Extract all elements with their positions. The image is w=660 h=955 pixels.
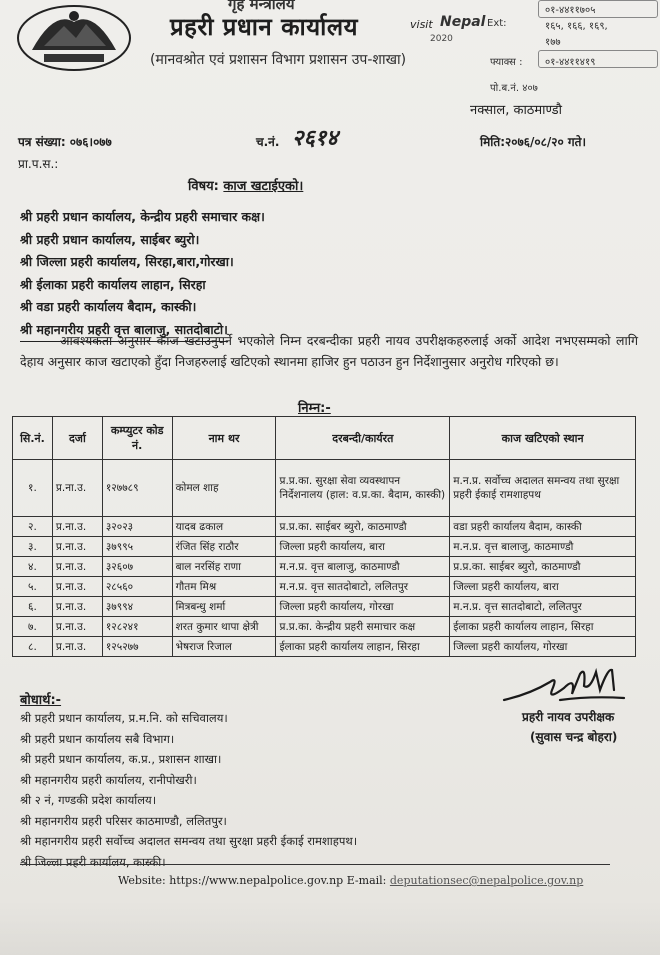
contact-block xyxy=(0,0,660,100)
footer-website[interactable]: Website: https://www.nepalpolice.gov.np xyxy=(118,874,344,887)
cell-name: रंजित सिंह राठौर xyxy=(172,537,276,557)
cell-code: ३७९९४ xyxy=(102,597,172,617)
cell-current-post: म.न.प्र. वृत्त बालाजु, काठमाण्डौ xyxy=(276,557,450,577)
cell-name: यादब ढकाल xyxy=(172,517,276,537)
visit-brand: Nepal xyxy=(440,14,486,30)
cell-rank: प्र.ना.उ. xyxy=(52,537,102,557)
cell-code: ३२६०७ xyxy=(102,557,172,577)
cell-current-post: प्र.प्र.का. साईबर ब्युरो, काठमाण्डौ xyxy=(276,517,450,537)
cell-sn: ७. xyxy=(13,617,53,637)
cell-name: बाल नरसिंह राणा xyxy=(172,557,276,577)
recipient-item: श्री महानगरीय प्रहरी वृत्त बालाजु, सातदोबाटो। xyxy=(20,319,228,343)
fax-box xyxy=(538,50,658,68)
cc-item: श्री महानगरीय प्रहरी सर्वोच्च अदालत समन्वय तथा सुरक्षा प्रहरी ईकाई रामशाहपथ। xyxy=(20,834,358,848)
cell-deputed-place: म.न.प्र. सर्वोच्च अदालत समन्वय तथा सुरक्षा प्रहरी ईकाई रामशाहपथ xyxy=(450,460,636,517)
cell-rank: प्र.ना.उ. xyxy=(52,557,102,577)
subject-text: काज खटाईएको। xyxy=(223,179,304,194)
cell-deputed-place: जिल्ला प्रहरी कार्यालय, बारा xyxy=(450,577,636,597)
handwritten-signature xyxy=(500,660,630,708)
subject-label: विषय: xyxy=(188,179,219,194)
cell-rank: प्र.ना.उ. xyxy=(52,517,102,537)
cell-code: १२७७८९ xyxy=(102,460,172,517)
cc-item: श्री २ नं, गण्डकी प्रदेश कार्यालय। xyxy=(20,793,157,807)
cc-item: श्री महानगरीय प्रहरी कार्यालय, रानीपोखरी। xyxy=(20,772,197,787)
ext-values-2: १७७ xyxy=(545,37,561,48)
cell-code: १२८२४१ xyxy=(102,617,172,637)
recipient-item: श्री वडा प्रहरी कार्यालय बैदाम, कास्की। xyxy=(20,299,197,314)
table-row xyxy=(13,557,636,577)
table-row xyxy=(13,617,636,637)
dispatch-label: च.नं. xyxy=(256,135,280,149)
cell-current-post: जिल्ला प्रहरी कार्यालय, गोरखा xyxy=(276,597,450,617)
cell-code: १२५२७७ xyxy=(102,637,172,657)
table-row xyxy=(13,460,636,517)
cell-deputed-place: ईलाका प्रहरी कार्यालय लाहान, सिरहा xyxy=(450,617,636,637)
table-row xyxy=(13,517,636,537)
cc-heading: बोधार्थ:- xyxy=(20,693,62,708)
cell-current-post: प्र.प्र.का. सुरक्षा सेवा व्यवस्थापन निर्देशनालय (हाल: व.प्र.का. बैदाम, कास्की) xyxy=(276,460,450,517)
recipient-item: श्री प्रहरी प्रधान कार्यालय, केन्द्रीय प्रहरी समाचार कक्ष। xyxy=(20,209,265,224)
cell-name: शरत कुमार थापा क्षेत्री xyxy=(172,617,276,637)
cc-item: श्री प्रहरी प्रधान कार्यालय, क.प्र., प्रशासन शाखा। xyxy=(20,752,222,766)
letter-number: पत्र संख्या: ०७६।०७७ xyxy=(18,135,112,149)
cc-item: श्री प्रहरी प्रधान कार्यालय, प्र.म.नि. को सचिवालय। xyxy=(20,711,228,725)
cell-sn: ६. xyxy=(13,597,53,617)
cc-item: श्री प्रहरी प्रधान कार्यालय सबै विभाग। xyxy=(20,731,175,746)
cell-deputed-place: प्र.प्र.का. साईबर ब्युरो, काठमाण्डौ xyxy=(450,557,636,577)
cc-item: श्री जिल्ला प्रहरी कार्यालय, कास्की। xyxy=(20,854,166,869)
cell-deputed-place: म.न.प्र. वृत्त बालाजु, काठमाण्डौ xyxy=(450,537,636,557)
ministry-name: गृह मन्त्रालय xyxy=(228,0,295,13)
transfer-table xyxy=(12,416,636,657)
phone-number: ०१-४४११७०५ xyxy=(545,5,596,16)
col-header-name: नाम थर xyxy=(172,417,276,460)
col-header-rank: दर्जा xyxy=(52,417,102,460)
table-header-row xyxy=(13,417,636,460)
cell-sn: ५. xyxy=(13,577,53,597)
letter-date: मिति:२०७६/०८/२० गते। xyxy=(480,135,587,149)
body-paragraph: आवश्यकता अनुसार काज खटाउनुपर्ने भएकोले निम्न दरबन्दीका प्रहरी नायव उपरीक्षकहरुलाई अर्को आदेश नभएसम्मको लागि देहाय अनुसार काज खटाएको हुँदा निजहरुलाई खटिएको स्थानमा हाजिर हुन पठाउन हुन निर्देशानुसार अनुरोध गरिएको छ। xyxy=(20,333,638,369)
cell-code: ३२०२३ xyxy=(102,517,172,537)
cell-sn: ८. xyxy=(13,637,53,657)
recipient-item: श्री प्रहरी प्रधान कार्यालय, साईबर ब्युरो। xyxy=(20,231,200,247)
cell-sn: ३. xyxy=(13,537,53,557)
cell-rank: प्र.ना.उ. xyxy=(52,617,102,637)
pra-pa-sa-label: प्रा.प.स.: xyxy=(18,157,59,171)
col-header-current-post: दरबन्दी/कार्यरत xyxy=(276,417,450,460)
cell-name: गौतम मिश्र xyxy=(172,577,276,597)
col-header-sn: सि.नं. xyxy=(13,417,53,460)
ext-values: १६५, १६६, १६९, xyxy=(545,21,608,32)
footer-email-label: E-mail: xyxy=(346,874,387,887)
phone-box xyxy=(538,0,658,18)
cell-rank: प्र.ना.उ. xyxy=(52,597,102,617)
po-box: पो.ब.नं. ४०७ xyxy=(490,83,538,94)
office-address: नक्साल, काठमाण्डौ xyxy=(470,103,562,118)
cell-deputed-place: म.न.प्र. वृत्त सातदोबाटो, ललितपुर xyxy=(450,597,636,617)
cell-sn: १. xyxy=(13,460,53,517)
col-header-deputed-place: काज खटिएको स्थान xyxy=(450,417,636,460)
cell-sn: ४. xyxy=(13,557,53,577)
cell-rank: प्र.ना.उ. xyxy=(52,577,102,597)
cell-code: २८५६० xyxy=(102,577,172,597)
cell-current-post: जिल्ला प्रहरी कार्यालय, बारा xyxy=(276,537,450,557)
signatory-title: प्रहरी नायव उपरीक्षक xyxy=(522,710,615,724)
footer-email[interactable]: deputationsec@nepalpolice.gov.np xyxy=(389,874,584,887)
recipient-list xyxy=(20,206,265,342)
cell-rank: प्र.ना.उ. xyxy=(52,637,102,657)
recipient-item: श्री जिल्ला प्रहरी कार्यालय, सिरहा,बारा,गोरखा। xyxy=(20,254,234,269)
cell-code: ३७९९५ xyxy=(102,537,172,557)
fax-number: ०१-४४११४१९ xyxy=(545,57,596,68)
cell-deputed-place: जिल्ला प्रहरी कार्यालय, गोरखा xyxy=(450,637,636,657)
office-subtitle: (मानवश्रोत एवं प्रशासन विभाग प्रशासन उप-शाखा) xyxy=(150,52,407,68)
signatory-name: (सुवास चन्द्र बोहरा) xyxy=(530,730,618,744)
recipient-item: श्री ईलाका प्रहरी कार्यालय लाहान, सिरहा xyxy=(20,276,206,292)
cell-current-post: प्र.प्र.का. केन्द्रीय प्रहरी समाचार कक्ष xyxy=(276,617,450,637)
cc-list xyxy=(20,708,357,872)
table-row xyxy=(13,537,636,557)
footer-divider xyxy=(20,864,610,865)
cell-current-post: म.न.प्र. वृत्त सातदोबाटो, ललितपुर xyxy=(276,577,450,597)
subject-line xyxy=(188,176,303,194)
visit-word: visit xyxy=(410,18,433,31)
cell-rank: प्र.ना.उ. xyxy=(52,460,102,517)
cell-name: मित्रबन्धु शर्मा xyxy=(172,597,276,617)
cell-deputed-place: वडा प्रहरी कार्यालय बैदाम, कास्की xyxy=(450,517,636,537)
table-row xyxy=(13,577,636,597)
ext-label: Ext: xyxy=(487,18,507,29)
cell-current-post: ईलाका प्रहरी कार्यालय लाहान, सिरहा xyxy=(276,637,450,657)
cell-name: भेषराज रिजाल xyxy=(172,637,276,657)
office-title: प्रहरी प्रधान कार्यालय xyxy=(170,13,359,41)
dispatch-number: २६१४ xyxy=(292,125,338,151)
fax-label: फ्याक्स : xyxy=(490,57,523,68)
visit-year: 2020 xyxy=(430,34,453,44)
letter-body xyxy=(20,330,638,372)
footer xyxy=(118,874,583,887)
table-row xyxy=(13,637,636,657)
table-row xyxy=(13,597,636,617)
col-header-code: कम्प्युटर कोड नं. xyxy=(102,417,172,460)
scan-shadow xyxy=(0,900,660,955)
table-title: निम्न:- xyxy=(298,401,331,416)
cc-item: श्री महानगरीय प्रहरी परिसर काठमाण्डौ, ललितपुर। xyxy=(20,813,227,828)
cell-name: कोमल शाह xyxy=(172,460,276,517)
cell-sn: २. xyxy=(13,517,53,537)
